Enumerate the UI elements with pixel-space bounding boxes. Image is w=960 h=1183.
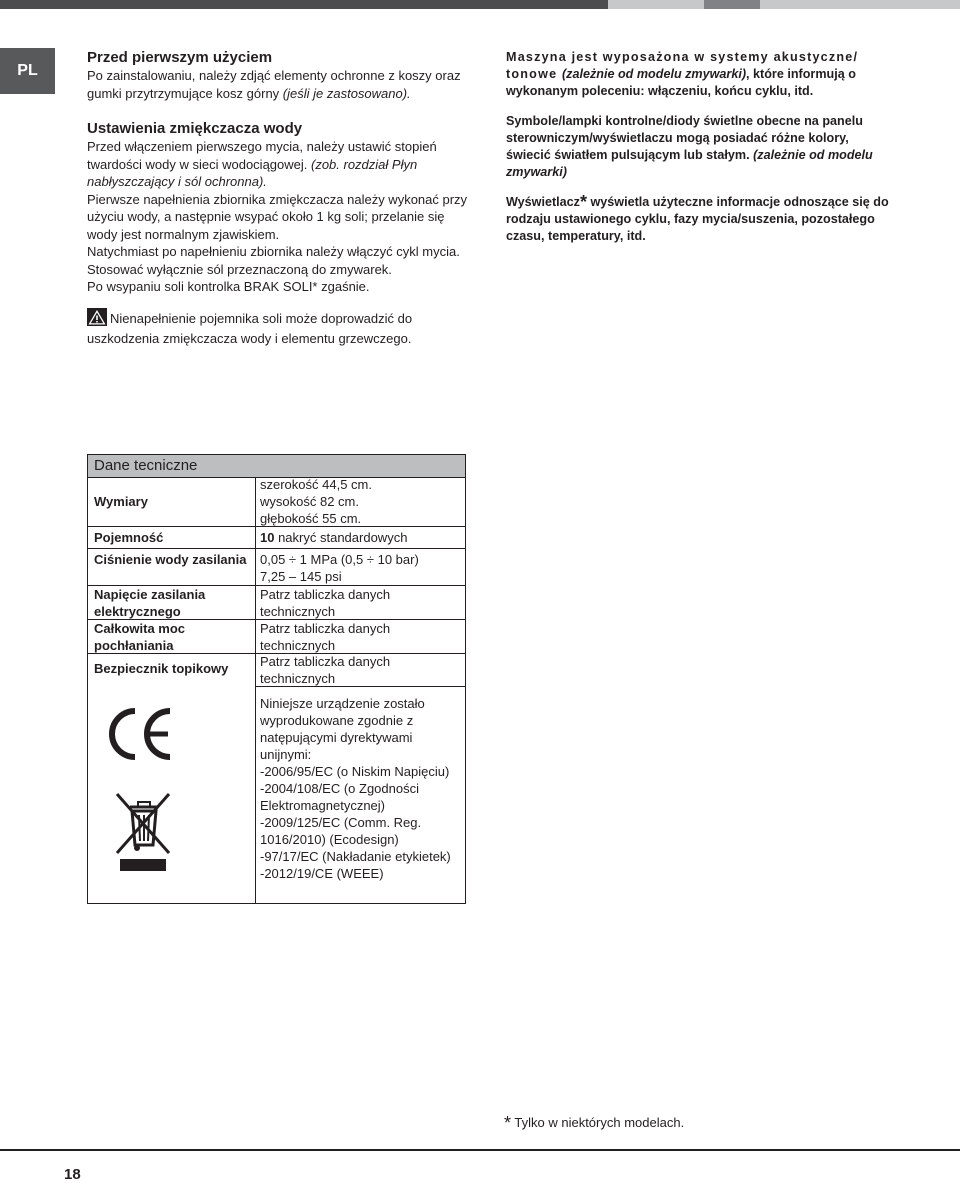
paragraph-softener-1 [87, 138, 470, 191]
table-row-label: Bezpiecznik topikowy [94, 661, 229, 676]
value-line: wysokość 82 cm. [260, 494, 359, 509]
table-row-value [260, 476, 465, 527]
table-row-value: Patrz tabliczka danych technicznych [260, 654, 391, 686]
paragraph-softener-3: Natychmiast po napełnieniu zbiornika należy włączyć cykl mycia. [87, 244, 460, 259]
text-italic: (zależnie od modelu zmywarki) [561, 67, 747, 81]
left-column [87, 49, 470, 348]
text: , które informują o wykonanym poleceniu: włączeniu, końcu cyklu, itd. [506, 67, 856, 98]
paragraph-softener-5: Po wsypaniu soli kontrolka BRAK SOLI* zgaśnie. [87, 279, 370, 294]
page-number: 18 [64, 1166, 81, 1183]
text: Symbole/lampki kontrolne/diody świetlne obecne na panelu sterowniczym/wyświetlaczu mogą posiadać różne kolory, świecić światłem pulsującym lub stałym. [506, 114, 863, 162]
top-bar-dark [0, 0, 608, 9]
ce-mark-icon [104, 706, 176, 767]
footnote-text: Tylko w niektórych modelach. [511, 1115, 685, 1130]
table-row-label: Napięcie zasilania elektrycznego [94, 587, 206, 619]
table-row-label: Pojemność [94, 530, 164, 545]
table-row-value: Patrz tabliczka danych technicznych [260, 621, 391, 653]
directive-item: -2004/108/EC (o Zgodności Elektromagnetycznej) [260, 781, 419, 813]
paragraph-softener-4: Stosować wyłącznie sól przeznaczoną do zmywarek. [87, 261, 392, 277]
table-row-value [260, 529, 465, 546]
paragraph-symbols [506, 113, 890, 181]
paragraph-acoustic [506, 49, 890, 100]
value-bold: 10 [260, 530, 275, 545]
section-heading-first-use: Przed pierwszym użyciem [87, 49, 273, 66]
table-row-label: Ciśnienie wody zasilania [94, 552, 247, 567]
table-row-value [260, 551, 465, 585]
row-divider [88, 548, 465, 549]
technical-data-table [87, 454, 466, 904]
row-divider [255, 686, 465, 687]
directives-list [260, 695, 465, 882]
paragraph-softener-2: Pierwsze napełnienia zbiornika zmiękczacza należy wykonać przy użyciu wody, a następnie wsypać około 1 kg soli; przelanie się wody jest normalnym zjawiskiem. [87, 191, 468, 242]
paragraph-display [506, 194, 890, 245]
directive-item: -97/17/EC (Nakładanie etykietek) [260, 849, 451, 864]
row-divider [88, 526, 465, 527]
text: Przed włączeniem pierwszego mycia, należy ustawić stopień twardości wody w sieci wodociągowej. [87, 139, 437, 172]
language-tab: PL [0, 48, 55, 94]
directive-item: -2009/125/EC (Comm. Reg. 1016/2010) (Ecodesign) [260, 815, 422, 847]
value-line: szerokość 44,5 cm. [260, 477, 372, 492]
right-column [506, 49, 890, 245]
text: Po zainstalowaniu, należy zdjąć elementy ochronne z koszy oraz gumki przytrzymujące kosz górny [87, 68, 461, 101]
paragraph-first-use [87, 67, 470, 102]
table-header [88, 455, 465, 478]
footnote [504, 1113, 684, 1134]
section-heading-softener: Ustawienia zmiękczacza wody [87, 120, 303, 137]
asterisk: * [579, 192, 587, 212]
text-italic: (zob. rozdział Płyn nabłyszczający i sól ochronna). [87, 156, 418, 189]
asterisk: * [504, 1113, 512, 1133]
top-color-bar [0, 0, 960, 9]
directive-item: -2012/19/CE (WEEE) [260, 866, 384, 881]
text-italic: (zależnie od modelu zmywarki) [506, 148, 873, 179]
value-line: głębokość 55 cm. [260, 511, 362, 526]
directive-item: -2006/95/EC (o Niskim Napięciu) [260, 764, 450, 779]
top-bar-mid [704, 0, 760, 9]
footer-rule [0, 1149, 960, 1151]
value-line: 7,25 – 145 psi [260, 569, 342, 584]
text: wyświetla użyteczne informacje odnoszące się do rodzaju ustawionego cyklu, fazy mycia/suszenia, pozostałego czasu, temperatury, itd. [506, 195, 889, 243]
warning-text: Nienapełnienie pojemnika soli może doprowadzić do uszkodzenia zmiękczacza wody i elementu grzewczego. [87, 310, 413, 346]
warning-triangle-icon [87, 308, 107, 331]
table-row-value: Patrz tabliczka danych technicznych [260, 587, 391, 619]
text-italic: (jeśli je zastosowano). [282, 85, 411, 101]
warning-paragraph [87, 308, 470, 348]
table-row-label: Wymiary [94, 494, 148, 509]
table-row-label: Całkowita moc pochłaniania [94, 621, 186, 653]
value-line: 0,05 ÷ 1 MPa (0,5 ÷ 10 bar) [260, 552, 419, 567]
text: Maszyna jest wyposażona w systemy akustyczne/ tonowe [506, 50, 859, 81]
text: Wyświetlacz [506, 195, 580, 209]
table-title: Dane tecniczne [94, 457, 198, 474]
value-text: nakryć standardowych [274, 530, 408, 545]
directive-intro: Niniejsze urządzenie zostało wyprodukowane zgodnie z natępującymi dyrektywami unijnymi: [260, 696, 425, 762]
weee-crossed-bin-icon [112, 791, 174, 878]
top-bar-light-2 [760, 0, 960, 9]
top-bar-light [608, 0, 704, 9]
column-divider [255, 477, 256, 903]
